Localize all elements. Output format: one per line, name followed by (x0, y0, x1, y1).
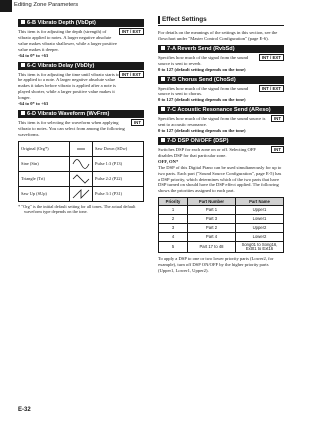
int-ext-badge: INT / EXT (119, 71, 144, 78)
table-row (19, 171, 144, 186)
column-header: Part Number (188, 198, 236, 206)
section-heading-vibrato-waveform: 6-D Vibrato Waveform (WvFrm) (18, 110, 144, 118)
int-badge: INT (131, 119, 144, 126)
table-cell: Part 2 (188, 224, 236, 233)
table-cell: Lower2 (236, 233, 284, 242)
right-column (158, 16, 284, 274)
vibrato-delay-text: This item is for adjusting the time until vibrato starts to be applied to a note. A larger negative absolute value makes it takes before vibrato is applied after a note is played shorter, while a larger positive value makes it longer. (18, 71, 120, 101)
effect-settings-heading: Effect Settings (158, 16, 284, 26)
dsp-priority-table (158, 197, 284, 253)
table-cell: 2 (159, 215, 188, 224)
page-header (0, 0, 300, 12)
dsp-priority-text: The DSP of this Digital Piano can be used simultaneously for up to two parts. Each part ("Sound Source Configuration", page E-5) has a DSP priority, which determines which of the two parts that have DSP turned on should have the DSP effect applied. The following shows the priorities assigned to each part. (158, 164, 282, 194)
waveform-name: Pulse 3:1 (P31) (93, 186, 144, 201)
square-bullet-icon (161, 77, 165, 81)
table-cell: Part 3 (188, 215, 236, 224)
waveform-name: Saw Up (SUp) (19, 186, 70, 201)
square-bullet-icon (161, 107, 165, 111)
table-row (159, 215, 284, 224)
chorus-send-text: Specifies how much of the signal from the sound source is sent to chorus. (158, 85, 249, 97)
waveform-name: Pulse 1:3 (P13) (93, 156, 144, 171)
column-header: Priority (159, 198, 188, 206)
section-heading-vibrato-depth: 6-B Vibrato Depth (VbDpt) (18, 19, 144, 27)
column-header: Part Name (236, 198, 284, 206)
table-row (159, 233, 284, 242)
table-cell: Upper1 (236, 206, 284, 215)
table-cell: 1 (159, 206, 188, 215)
table-row (159, 224, 284, 233)
table-cell: Upper2 (236, 224, 284, 233)
section-heading-dsp-on-off: 7-D DSP ON/OFF (DSP) (158, 137, 284, 145)
vibrato-depth-range: -64 to 0* to +63 (18, 52, 49, 58)
int-ext-badge: INT / EXT (119, 28, 144, 35)
dsp-on-off-text: Switches DSP for each zone on or off. Selecting OFF disables DSP for that particular zone. (158, 146, 256, 158)
dash-icon (70, 141, 93, 156)
effect-settings-text: For details on the meanings of the settings in this section, see the flowchart under "Master Control Configuration" (page E-6). (158, 30, 278, 41)
left-column (18, 16, 144, 215)
square-bullet-icon (161, 46, 165, 50)
vibrato-depth-text: This item is for adjusting the depth (strength) of vibrato applied to notes. A larger negative absolute value makes vibrato shallower, while a larger positive value makes it deeper. (18, 29, 117, 52)
waveform-name: Triangle (Tri) (19, 171, 70, 186)
waveform-table (18, 141, 144, 202)
table-cell: Part 4 (188, 233, 236, 242)
dsp-closing-text: To apply a DSP to one or two lower priority parts (Lower2, for example), turn off DSP ON/OFF by the higher priority parts (Upper1, Lower1, Upper2). (158, 256, 274, 274)
table-header-row (159, 198, 284, 206)
waveform-name: Original (Org*) (19, 141, 70, 156)
footnote: * "Org" is the initial default setting for all tones. The actual default waveform type depends on the tone. (18, 203, 136, 215)
reverb-send-text: Specifies how much of the signal from the sound source is sent to reverb. (158, 54, 249, 66)
dsp-on-off-range: OFF, ON* (158, 158, 179, 164)
square-bullet-icon (21, 111, 25, 115)
int-badge: INT (271, 115, 284, 122)
header-title: Editing Zone Parameters (14, 2, 79, 8)
saw-up-wave-icon (70, 186, 93, 201)
section-heading-vibrato-delay: 6-C Vibrato Delay (VbDly) (18, 62, 144, 70)
header-block (0, 0, 12, 12)
acoustic-resonance-text: Specifies how much of the signal from the sound source is sent to acoustic resonance. (158, 116, 266, 128)
waveform-name: Sine (Sin) (19, 156, 70, 171)
section-heading-reverb-send: 7-A Reverb Send (RvbSd) (158, 45, 284, 53)
table-cell: 4 (159, 233, 188, 242)
table-cell: Song01 to Song16, Ext01 to Ext16 (236, 242, 284, 253)
table-row (19, 186, 144, 201)
table-cell: 3 (159, 224, 188, 233)
waveform-name: Pulse 2:2 (P22) (93, 171, 144, 186)
section-heading-chorus-send: 7-B Chorus Send (ChoSd) (158, 76, 284, 84)
table-cell: 5 (159, 242, 188, 253)
vibrato-delay-range: -64 to 0* to +63 (18, 101, 49, 107)
table-cell: Lower1 (236, 215, 284, 224)
square-bullet-icon (21, 63, 25, 67)
reverb-send-range: 0 to 127 (default setting depends on the tone) (158, 66, 246, 72)
square-bullet-icon (161, 138, 165, 142)
section-heading-acoustic-resonance-send: 7-C Acoustic Resonance Send (AReso) (158, 106, 284, 114)
table-row (159, 242, 284, 253)
page-number: E-32 (18, 407, 31, 413)
chorus-send-range: 0 to 127 (default setting depends on the tone) (158, 97, 246, 103)
vibrato-waveform-text: This item is for selecting the waveform when applying vibrato to notes. You can select from among the following waveforms. (18, 119, 125, 137)
table-row (19, 141, 144, 156)
table-row (159, 206, 284, 215)
int-ext-badge: INT / EXT (259, 54, 284, 61)
int-badge: INT (271, 146, 284, 153)
table-row (19, 156, 144, 171)
waveform-name: Saw Down (SDw) (93, 141, 144, 156)
acoustic-resonance-range: 0 to 127 (default setting depends on the tone) (158, 128, 246, 134)
heading-bar-icon (158, 16, 160, 24)
square-bullet-icon (21, 20, 25, 24)
triangle-wave-icon (70, 171, 93, 186)
table-cell: Part 17 to 48 (188, 242, 236, 253)
int-ext-badge: INT / EXT (259, 85, 284, 92)
table-cell: Part 1 (188, 206, 236, 215)
sine-wave-icon (70, 156, 93, 171)
